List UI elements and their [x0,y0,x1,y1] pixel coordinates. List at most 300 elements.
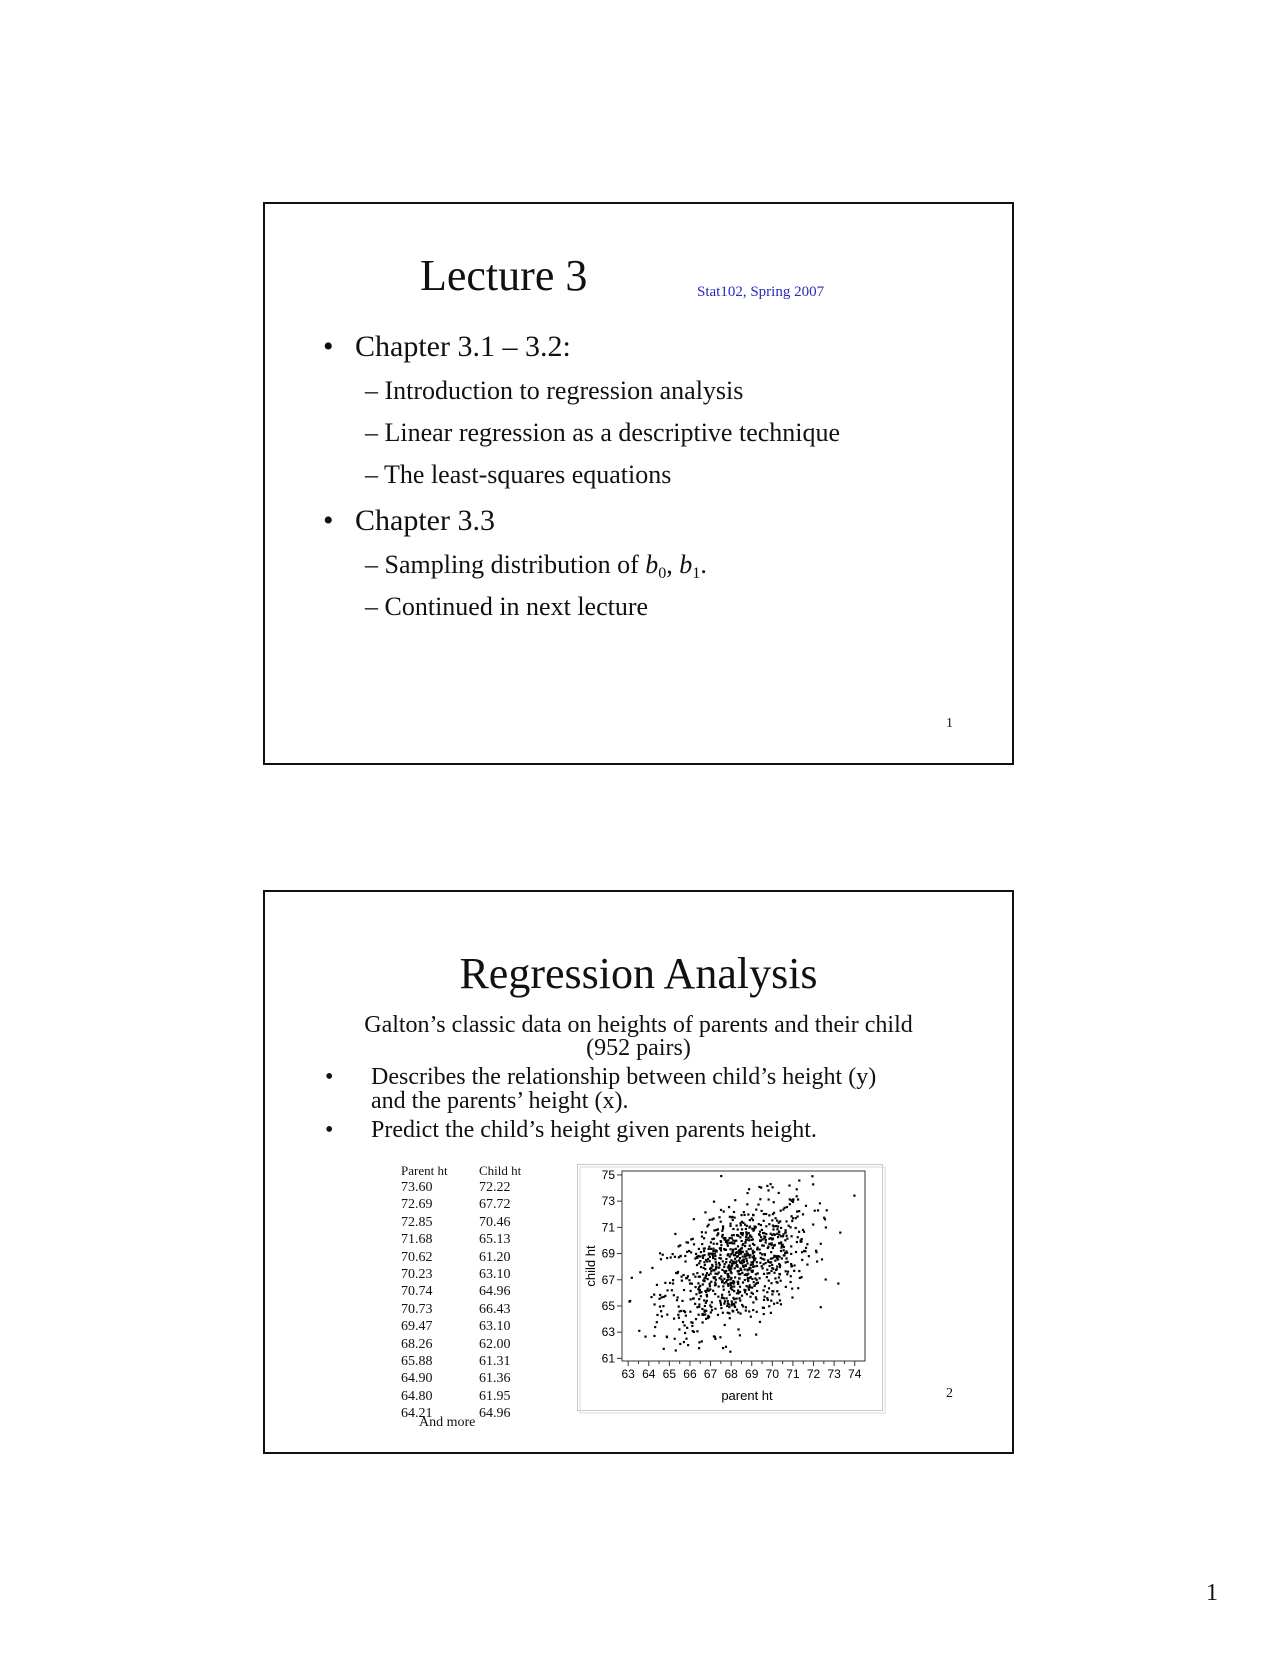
data-point [725,1261,727,1263]
data-point [698,1292,700,1294]
data-point [792,1201,794,1203]
data-point [727,1276,729,1278]
data-point [678,1256,680,1258]
data-point [728,1312,730,1314]
table-footer: And more [419,1415,476,1430]
data-point [767,1189,769,1191]
data-point [776,1268,778,1270]
data-point [713,1243,715,1245]
bullet-text: Chapter 3.1 – 3.2: [355,330,571,363]
data-point [742,1281,744,1283]
data-point [713,1229,715,1231]
data-point [737,1228,739,1230]
data-point [752,1214,754,1216]
data-point [691,1325,693,1327]
parent-ht-cell: 72.85 [401,1214,433,1230]
data-point [720,1304,722,1306]
child-ht-cell: 62.00 [479,1336,511,1352]
data-point [747,1253,749,1255]
data-point [734,1276,736,1278]
table-row [401,1266,521,1283]
data-point [790,1275,792,1277]
data-point [675,1349,677,1351]
data-point [801,1259,803,1261]
parent-ht-cell: 64.90 [401,1371,433,1387]
data-point [765,1262,767,1264]
bullet-text: Chapter 3.3 [355,504,495,537]
data-point [779,1220,781,1222]
data-point [801,1238,803,1240]
data-point [751,1278,753,1280]
parent-ht-cell: 65.88 [401,1353,433,1369]
data-point [748,1188,750,1190]
data-point [729,1351,731,1353]
data-point [682,1321,684,1323]
parent-ht-cell: 70.74 [401,1284,433,1300]
data-point [705,1302,707,1304]
data-point [711,1301,713,1303]
data-point [714,1258,716,1260]
data-point [853,1195,855,1197]
data-point [732,1310,734,1312]
data-point [786,1273,788,1275]
data-point [660,1310,662,1312]
data-point [730,1282,732,1284]
slide-1-title: Lecture 3 [420,251,588,300]
data-point [679,1343,681,1345]
data-point [659,1294,661,1296]
data-point [651,1267,653,1269]
table-row [401,1353,521,1370]
data-point [699,1276,701,1278]
y-tick-label: 61 [601,1351,615,1366]
data-point [724,1324,726,1326]
data-point [770,1270,772,1272]
data-point [733,1217,735,1219]
data-point [658,1298,660,1300]
y-tick-label: 67 [601,1272,615,1287]
data-point [720,1221,722,1223]
data-point [736,1292,738,1294]
data-point [718,1216,720,1218]
data-point [683,1324,685,1326]
data-point [698,1298,700,1300]
data-point [701,1243,703,1245]
data-point [776,1290,778,1292]
data-point [753,1281,755,1283]
data-point [785,1229,787,1231]
data-point [776,1302,778,1304]
data-point [703,1237,705,1239]
y-tick-label: 69 [601,1246,615,1261]
child-ht-cell: 64.96 [479,1284,511,1300]
data-point [759,1321,761,1323]
data-point [708,1290,710,1292]
data-point [727,1253,729,1255]
data-point [698,1303,700,1305]
data-point [697,1255,699,1257]
data-point [785,1235,787,1237]
data-point [778,1293,780,1295]
data-point [725,1346,727,1348]
data-point [777,1225,779,1227]
data-point [709,1260,711,1262]
data-point [745,1306,747,1308]
data-point [781,1257,783,1259]
data-point [785,1257,787,1259]
data-point [731,1304,733,1306]
data-point [732,1219,734,1221]
data-point [761,1265,763,1267]
data-point [700,1251,702,1253]
data-point [752,1256,754,1258]
data-point [727,1300,729,1302]
data-point [780,1280,782,1282]
y-tick-label: 73 [601,1194,615,1209]
data-point [796,1188,798,1190]
data-point [695,1293,697,1295]
data-point [783,1249,785,1251]
data-point [795,1251,797,1253]
data-point [660,1296,662,1298]
x-tick-label: 71 [786,1367,800,1381]
sub-bullet-text: The least-squares equations [384,460,672,489]
data-point [700,1266,702,1268]
data-point [745,1231,747,1233]
bullet-dot: • [323,330,334,363]
data-point [689,1311,691,1313]
data-point [771,1219,773,1221]
data-point [677,1314,679,1316]
data-point [837,1282,839,1284]
data-point [796,1215,798,1217]
parent-ht-cell: 70.62 [401,1249,433,1265]
data-point [773,1201,775,1203]
data-point [767,1245,769,1247]
sub-bullet: – Continued in next lecture [365,592,649,621]
data-point [659,1252,661,1254]
data-point [738,1297,740,1299]
data-point [743,1214,745,1216]
data-point [744,1274,746,1276]
data-point [729,1225,731,1227]
data-point [721,1230,723,1232]
data-point [664,1282,666,1284]
data-point [731,1237,733,1239]
data-point [785,1286,787,1288]
data-point [735,1262,737,1264]
data-point [708,1248,710,1250]
data-point [786,1206,788,1208]
data-point [700,1295,702,1297]
data-point [720,1275,722,1277]
x-tick-label: 64 [642,1367,656,1381]
data-point [701,1235,703,1237]
y-axis-label: child ht [583,1245,598,1287]
data-point [773,1256,775,1258]
data-point [724,1272,726,1274]
data-point [721,1269,723,1271]
data-point [742,1266,744,1268]
data-point [713,1201,715,1203]
data-point [766,1291,768,1293]
data-point [719,1247,721,1249]
data-point [764,1285,766,1287]
data-point [702,1273,704,1275]
data-point [718,1285,720,1287]
data-point [774,1260,776,1262]
data-point [653,1335,655,1337]
data-point [749,1254,751,1256]
data-point [738,1291,740,1293]
data-point [744,1291,746,1293]
data-point [694,1276,696,1278]
data-point [676,1299,678,1301]
data-point [729,1256,731,1258]
parent-ht-cell: 64.80 [401,1388,433,1404]
data-point [662,1305,664,1307]
data-point [728,1264,730,1266]
data-point [729,1261,731,1263]
child-ht-cell: 65.13 [479,1232,511,1248]
data-point [722,1225,724,1227]
data-point [793,1264,795,1266]
data-point [742,1243,744,1245]
data-point [690,1238,692,1240]
data-point [746,1293,748,1295]
data-point [670,1256,672,1258]
data-point [724,1237,726,1239]
data-point [705,1318,707,1320]
data-point [768,1198,770,1200]
data-point [771,1293,773,1295]
bullet-chapter-3-3 [323,504,495,538]
data-point [638,1330,640,1332]
data-point [730,1287,732,1289]
child-ht-cell: 66.43 [479,1301,511,1317]
data-point [704,1211,706,1213]
data-point [788,1225,790,1227]
bullet-text-cont: and the parents’ height (x). [371,1088,629,1114]
y-tick-label: 65 [601,1298,615,1313]
child-ht-cell: 67.72 [479,1197,511,1213]
data-point [746,1203,748,1205]
data-point [740,1233,742,1235]
data-point [734,1258,736,1260]
data-point [692,1273,694,1275]
data-point [749,1296,751,1298]
data-point [761,1229,763,1231]
data-point [729,1242,731,1244]
data-point [763,1273,765,1275]
data-point [659,1306,661,1308]
data-point [792,1217,794,1219]
data-point [735,1248,737,1250]
x-axis-label: parent ht [721,1388,773,1403]
data-point [758,1248,760,1250]
data-point [725,1249,727,1251]
data-point [767,1261,769,1263]
data-point [784,1207,786,1209]
data-point [750,1292,752,1294]
data-point [650,1296,652,1298]
data-point [666,1314,668,1316]
data-point [805,1205,807,1207]
data-point [732,1260,734,1262]
data-point [796,1195,798,1197]
data-point [798,1210,800,1212]
data-point [797,1236,799,1238]
data-point [768,1265,770,1267]
table-row [401,1388,521,1405]
data-point [747,1213,749,1215]
slide-number: 2 [946,1386,953,1401]
x-tick-label: 65 [662,1367,677,1381]
data-point [812,1223,814,1225]
table-row [401,1214,521,1231]
data-point [770,1312,772,1314]
data-point [826,1209,828,1211]
data-point [704,1305,706,1307]
data-point [685,1315,687,1317]
data-point [714,1338,716,1340]
data-point [749,1284,751,1286]
parent-ht-cell: 71.68 [401,1232,433,1248]
data-point [685,1338,687,1340]
data-point [678,1328,680,1330]
data-point [729,1294,731,1296]
data-point [715,1250,717,1252]
data-point [776,1228,778,1230]
data-point [706,1295,708,1297]
data-point [808,1255,810,1257]
data-point [700,1291,702,1293]
slide-2 [263,890,1014,1454]
data-point [733,1211,735,1213]
data-point [677,1271,679,1273]
data-point [745,1239,747,1241]
data-point [734,1199,736,1201]
data-point [788,1184,790,1186]
data-point [725,1258,727,1260]
subtitle-line-1: Galton’s classic data on heights of parents and their child [364,1012,913,1038]
data-point [737,1281,739,1283]
data-point [739,1261,741,1263]
data-point [798,1231,800,1233]
data-point [797,1198,799,1200]
data-point [726,1297,728,1299]
data-point [773,1303,775,1305]
data-point [726,1243,728,1245]
data-point [718,1271,720,1273]
data-point [775,1225,777,1227]
data-point [739,1334,741,1336]
data-point [705,1275,707,1277]
data-point [778,1273,780,1275]
child-ht-cell: 72.22 [479,1180,511,1196]
data-point [703,1250,705,1252]
data-point [779,1299,781,1301]
data-point [702,1255,704,1257]
data-point [779,1264,781,1266]
data-point [694,1257,696,1259]
data-point [678,1245,680,1247]
data-point [669,1282,671,1284]
data-point [722,1227,724,1229]
data-point [816,1260,818,1262]
data-point [751,1286,753,1288]
data-point [780,1210,782,1212]
data-point [756,1311,758,1313]
data-point [770,1300,772,1302]
data-point [756,1265,758,1267]
data-point [727,1239,729,1241]
data-point [785,1250,787,1252]
data-point [735,1252,737,1254]
data-point [696,1264,698,1266]
data-point [762,1289,764,1291]
data-point [737,1311,739,1313]
b1-var: b [679,550,693,579]
data-point [763,1220,765,1222]
data-point [791,1220,793,1222]
data-point [740,1248,742,1250]
data-point [701,1231,703,1233]
data-point [728,1206,730,1208]
child-ht-cell: 61.95 [479,1388,511,1404]
data-point [753,1265,755,1267]
data-point [746,1260,748,1262]
data-point [772,1290,774,1292]
child-ht-cell: 63.10 [479,1319,511,1335]
data-point [666,1336,668,1338]
data-point [760,1224,762,1226]
data-point [739,1267,741,1269]
data-point [720,1249,722,1251]
data-point [730,1259,732,1261]
data-point [771,1186,773,1188]
data-point [693,1297,695,1299]
data-point [690,1251,692,1253]
child-ht-cell: 61.36 [479,1371,511,1387]
data-point [713,1335,715,1337]
sub-bullet: – The least-squares equations [365,460,672,489]
data-point [759,1240,761,1242]
bullet-text: Predict the child’s height given parents height. [371,1117,817,1143]
data-point [729,1223,731,1225]
b1-subscript: 1 [692,564,701,582]
parent-ht-cell: 69.47 [401,1319,433,1335]
data-point [806,1243,808,1245]
data-point [702,1283,704,1285]
data-point [761,1210,763,1212]
data-point [704,1313,706,1315]
data-point [765,1225,767,1227]
data-point [673,1294,675,1296]
x-tick-label: 72 [806,1367,821,1381]
data-point [798,1179,800,1181]
data-point [688,1250,690,1252]
data-point [723,1289,725,1291]
data-point [720,1244,722,1246]
data-point [767,1299,769,1301]
x-tick-label: 63 [621,1367,635,1381]
data-point [705,1310,707,1312]
parent-ht-cell: 64.21 [401,1406,433,1422]
data-point [770,1251,772,1253]
data-point [763,1232,765,1234]
data-point [733,1290,735,1292]
